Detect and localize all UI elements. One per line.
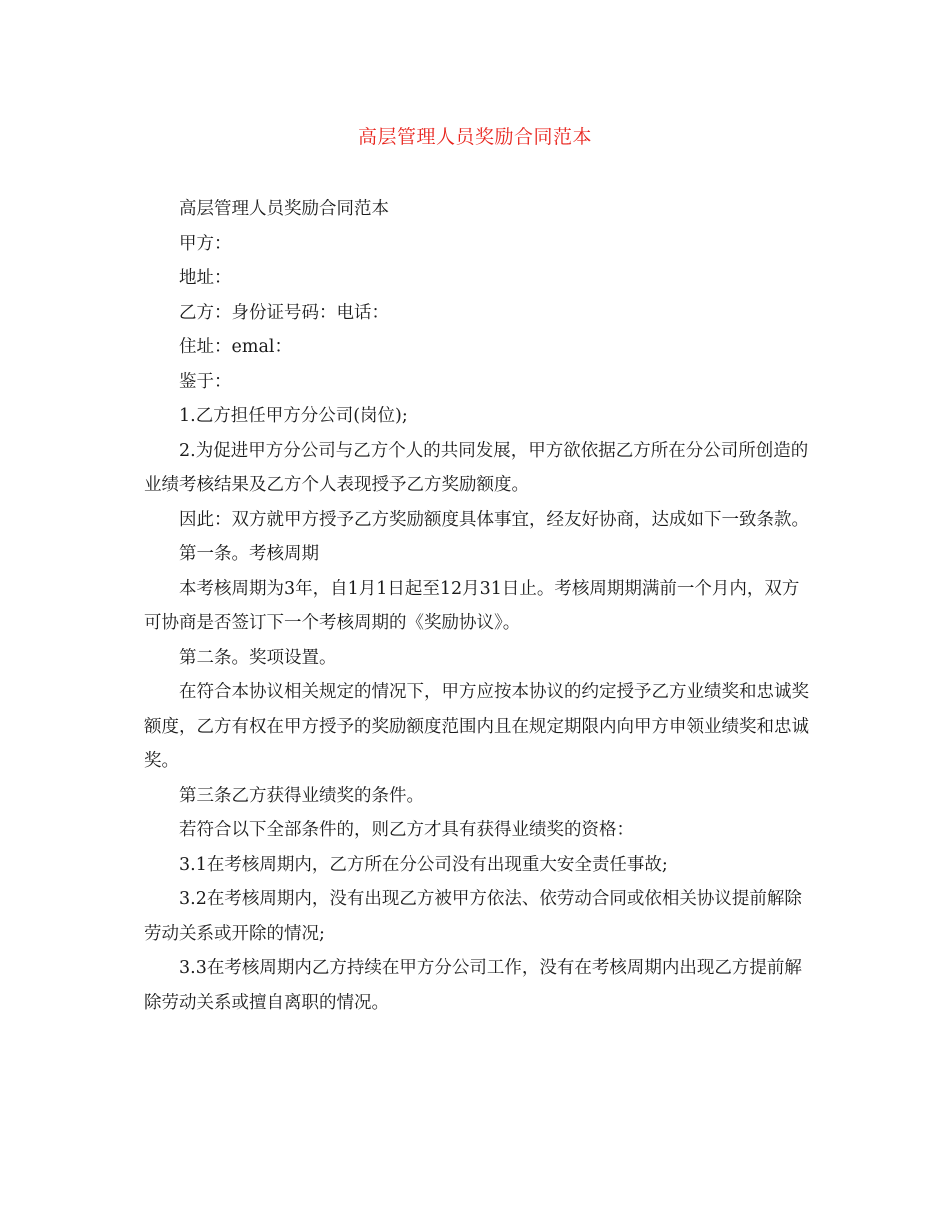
paragraph: 本考核周期为3年，自1月1日起至12月31日止。考核周期期满前一个月内，双方可协商是否签订下一个考核周期的《奖励协议》。: [144, 578, 800, 633]
paragraph: 若符合以下全部条件的，则乙方才具有获得业绩奖的资格：: [179, 820, 634, 840]
paragraph: 3.2在考核周期内，没有出现乙方被甲方依法、依劳动合同或依相关协议提前解除劳动关系或开除的情况;: [144, 889, 802, 944]
paragraph: 乙方：身份证号码：电话：: [179, 302, 389, 323]
paragraph: 第三条乙方获得业绩奖的条件。: [179, 785, 424, 806]
paragraph: 住址：emal：: [179, 337, 292, 357]
paragraph: 鉴于：: [179, 371, 232, 392]
paragraph: 甲方：: [179, 233, 232, 254]
document-body: [144, 192, 810, 1020]
paragraph: 1.乙方担任甲方分公司(岗位);: [179, 406, 408, 426]
paragraph: 在符合本协议相关规定的情况下，甲方应按本协议的约定授予乙方业绩奖和忠诚奖额度，乙方有权在甲方授予的奖励额度范围内且在规定期限内向甲方申领业绩奖和忠诚奖。: [144, 682, 809, 771]
paragraph: 高层管理人员奖励合同范本: [179, 199, 389, 219]
document-title: 高层管理人员奖励合同范本: [357, 126, 592, 148]
paragraph: 3.3在考核周期内乙方持续在甲方分公司工作，没有在考核周期内出现乙方提前解除劳动关系或擅自离职的情况。: [144, 958, 802, 1013]
paragraph: 第二条。奖项设置。: [179, 647, 337, 668]
paragraph: 因此：双方就甲方授予乙方奖励额度具体事宜，经友好协商，达成如下一致条款。: [179, 509, 809, 530]
paragraph: 第一条。考核周期: [179, 544, 319, 564]
paragraph: 3.1在考核周期内，乙方所在分公司没有出现重大安全责任事故;: [179, 854, 668, 875]
paragraph: 2.为促进甲方分公司与乙方个人的共同发展，甲方欲依据乙方所在分公司所创造的业绩考核结果及乙方个人表现授予乙方奖励额度。: [144, 440, 809, 495]
paragraph: 地址：: [179, 268, 232, 288]
